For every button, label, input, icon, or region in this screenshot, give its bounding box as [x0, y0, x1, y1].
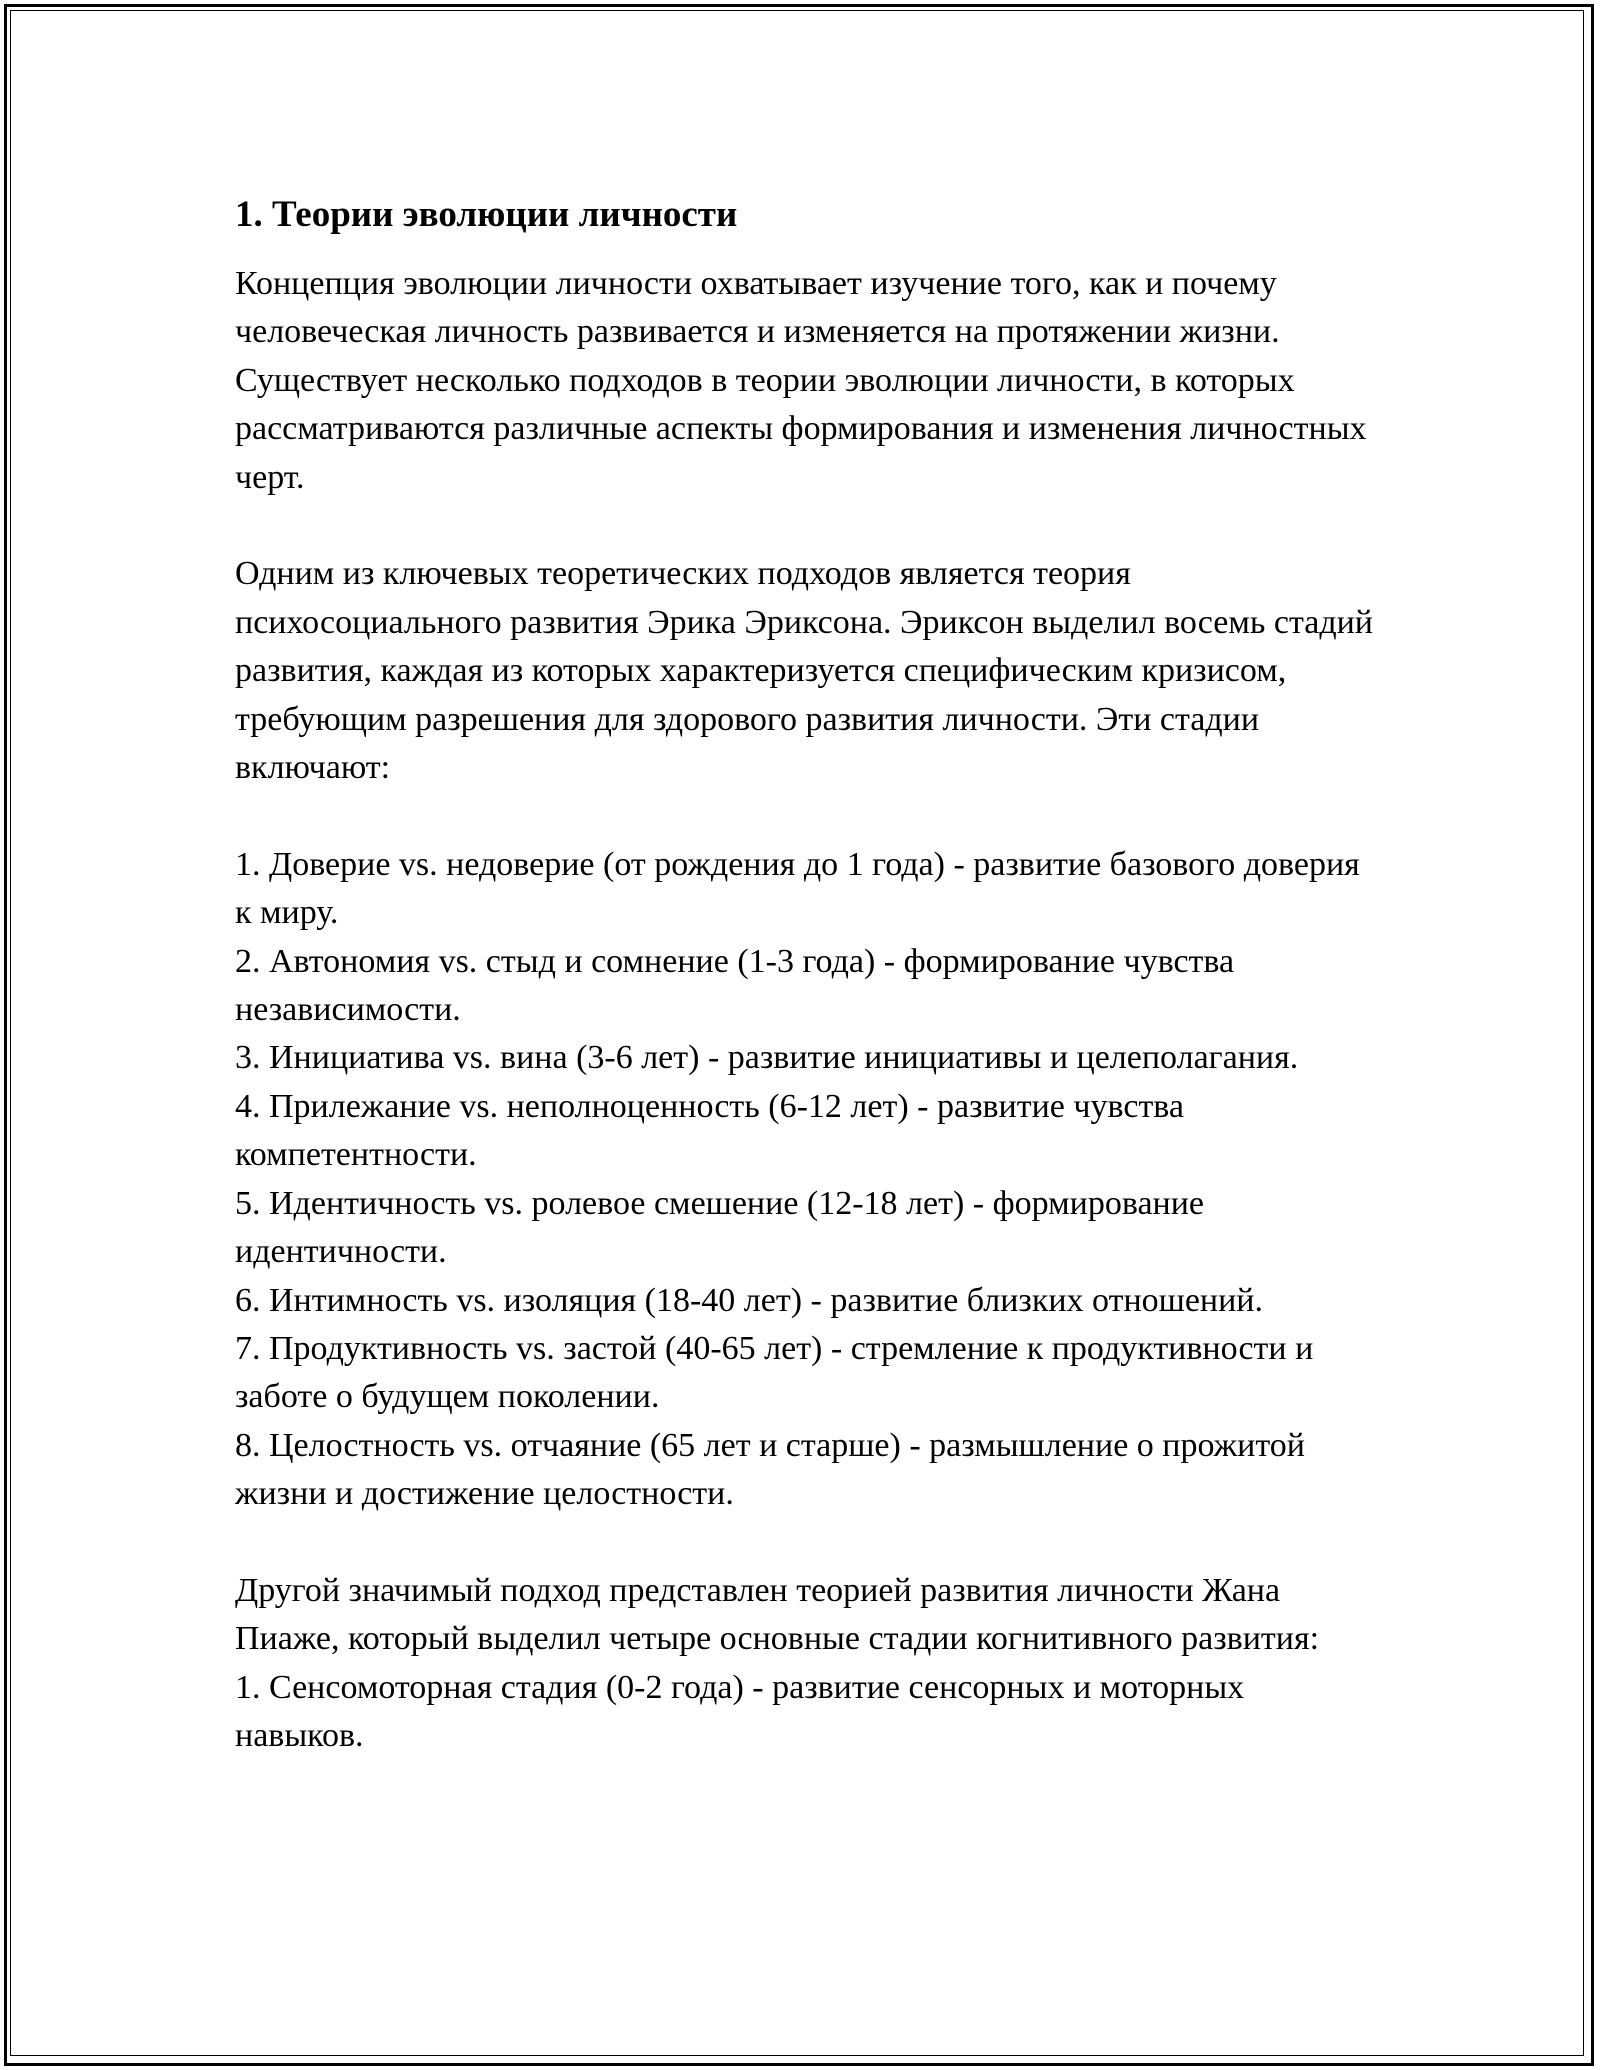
piaget-paragraph: Другой значимый подход представлен теорией развития личности Жана Пиаже, который выделил четыре основные стадии когнитивного развития:	[235, 1571, 1320, 1658]
list-item: 1. Сенсомоторная стадия (0-2 года) - развитие сенсорных и моторных навыков.	[235, 1668, 1245, 1755]
list-item: 1. Доверие vs. недоверие (от рождения до 1 года) - развитие базового доверия к миру.	[235, 845, 1360, 932]
list-item: 7. Продуктивность vs. застой (40-65 лет) - стремление к продуктивности и заботе о будущем поколении.	[235, 1329, 1314, 1416]
intro-paragraph: Концепция эволюции личности охватывает изучение того, как и почему человеческая личность развивается и изменяется на протяжении жизни. Существует несколько подходов в теории эволюции личности, в которых рассматриваются различные аспекты формирования и изменения личностных черт.	[235, 265, 1367, 496]
erikson-stage-list	[235, 841, 1375, 1519]
document-body	[235, 190, 1375, 1761]
list-item: 5. Идентичность vs. ролевое смешение (12-18 лет) - формирование идентичности.	[235, 1184, 1205, 1271]
piaget-stage-list	[235, 1664, 1375, 1761]
list-item: 4. Прилежание vs. неполноценность (6-12 лет) - развитие чувства компетентности.	[235, 1087, 1184, 1174]
section-heading: 1. Теории эволюции личности	[235, 194, 738, 235]
list-item: 3. Инициатива vs. вина (3-6 лет) - развитие инициативы и целеполагания.	[235, 1039, 1299, 1077]
paragraph-spacer	[235, 1519, 1375, 1567]
erikson-paragraph: Одним из ключевых теоретических подходов является теория психосоциального развития Эрика Эриксона. Эриксон выделил восемь стадий развития, каждая из которых характеризуется специфическим кризисом, требующим разрешения для здорового развития личности. Эти стадии включают:	[235, 555, 1374, 787]
list-item: 2. Автономия vs. стыд и сомнение (1-3 года) - формирование чувства независимости.	[235, 942, 1235, 1029]
paragraph-spacer	[235, 502, 1375, 550]
paragraph-spacer	[235, 792, 1375, 840]
list-item: 6. Интимность vs. изоляция (18-40 лет) - развитие близких отношений.	[235, 1281, 1264, 1319]
list-item: 8. Целостность vs. отчаяние (65 лет и старше) - размышление о прожитой жизни и достижение целостности.	[235, 1426, 1305, 1513]
